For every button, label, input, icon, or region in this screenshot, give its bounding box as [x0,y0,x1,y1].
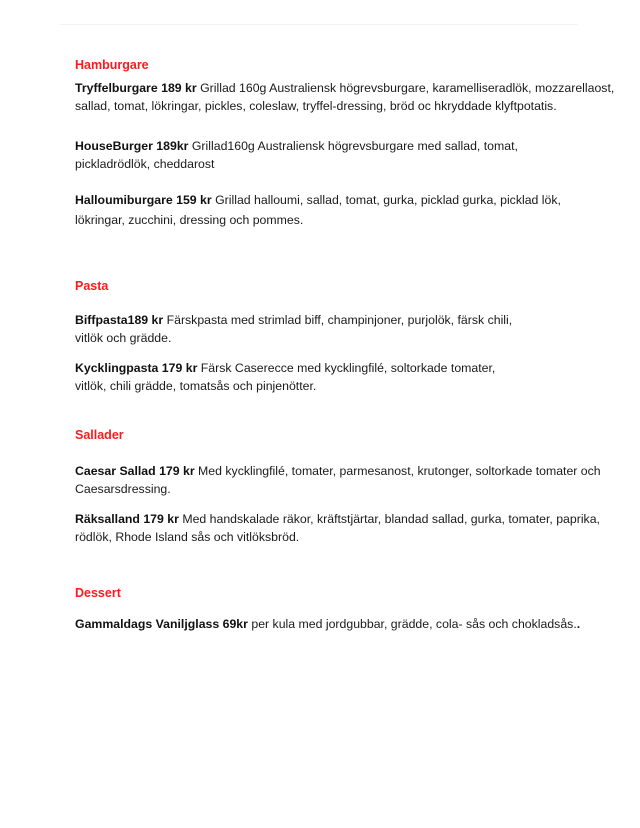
item-name-price: Gammaldags Vaniljglass 69kr [75,617,248,631]
item-line-1 [75,79,614,97]
menu-item-biffpasta [75,311,512,347]
item-line-2: Caesarsdressing. [75,482,171,496]
menu-item-caesar-sallad [75,462,601,498]
item-line-1 [75,462,601,480]
item-name-price: Tryffelburgare 189 kr [75,81,197,95]
item-line-2: rödlök, Rhode Island sås och vitlöksbröd. [75,530,300,544]
item-name-price: HouseBurger 189kr [75,139,189,153]
item-line-1 [75,510,600,528]
menu-item-tryffelburgare [75,79,614,115]
item-trailing-period: . [576,617,581,631]
item-description: Färskpasta med strimlad biff, champinjoner, purjolök, färsk chili, [163,313,513,327]
item-description: per kula med jordgubbar, grädde, cola- sås och chokladsås. [247,617,577,631]
item-line-1 [75,359,495,377]
section-title-dessert: Dessert [75,586,121,600]
section-title-hamburgare: Hamburgare [75,58,149,72]
menu-item-houseburger [75,137,518,173]
menu-item-vaniljglass [75,615,580,633]
item-description: Grillad halloumi, sallad, tomat, gurka, picklad gurka, picklad lök, [211,193,561,207]
menu-item-halloumiburgare [75,191,561,229]
item-description: Färsk Caserecce med kycklingfilé, soltorkade tomater, [197,361,496,375]
item-description: Med kycklingfilé, tomater, parmesanost, krutonger, soltorkade tomater och [194,464,601,478]
page-top-divider [60,24,578,25]
item-description: Med handskalade räkor, kräftstjärtar, blandad sallad, gurka, tomater, paprika, [178,512,600,526]
item-line-1 [75,137,518,155]
item-line-2: sallad, tomat, lökringar, pickles, coleslaw, tryffel-dressing, bröd oc hkryddade klyftpotatis. [75,99,557,113]
item-line-2: vitlök, chili grädde, tomatsås och pinjenötter. [75,379,317,393]
item-line-2: lökringar, zucchini, dressing och pommes. [75,213,304,227]
item-line-2: vitlök och grädde. [75,331,172,345]
item-line-2: pickladrödlök, cheddarost [75,157,215,171]
menu-item-raksalland [75,510,600,546]
menu-item-kycklingpasta [75,359,495,395]
section-title-pasta: Pasta [75,279,109,293]
item-line-1 [75,615,580,633]
item-description: Grillad 160g Australiensk högrevsburgare, karamelliseradlök, mozzarellaost, [196,81,615,95]
section-title-sallader: Sallader [75,428,124,442]
item-name-price: Biffpasta189 kr [75,313,164,327]
item-name-price: Halloumiburgare 159 kr [75,193,212,207]
item-line-1 [75,191,561,209]
item-name-price: Kycklingpasta 179 kr [75,361,198,375]
item-description: Grillad160g Australiensk högrevsburgare med sallad, tomat, [188,139,518,153]
item-name-price: Räksalland 179 kr [75,512,179,526]
item-line-1 [75,311,512,329]
item-name-price: Caesar Sallad 179 kr [75,464,195,478]
